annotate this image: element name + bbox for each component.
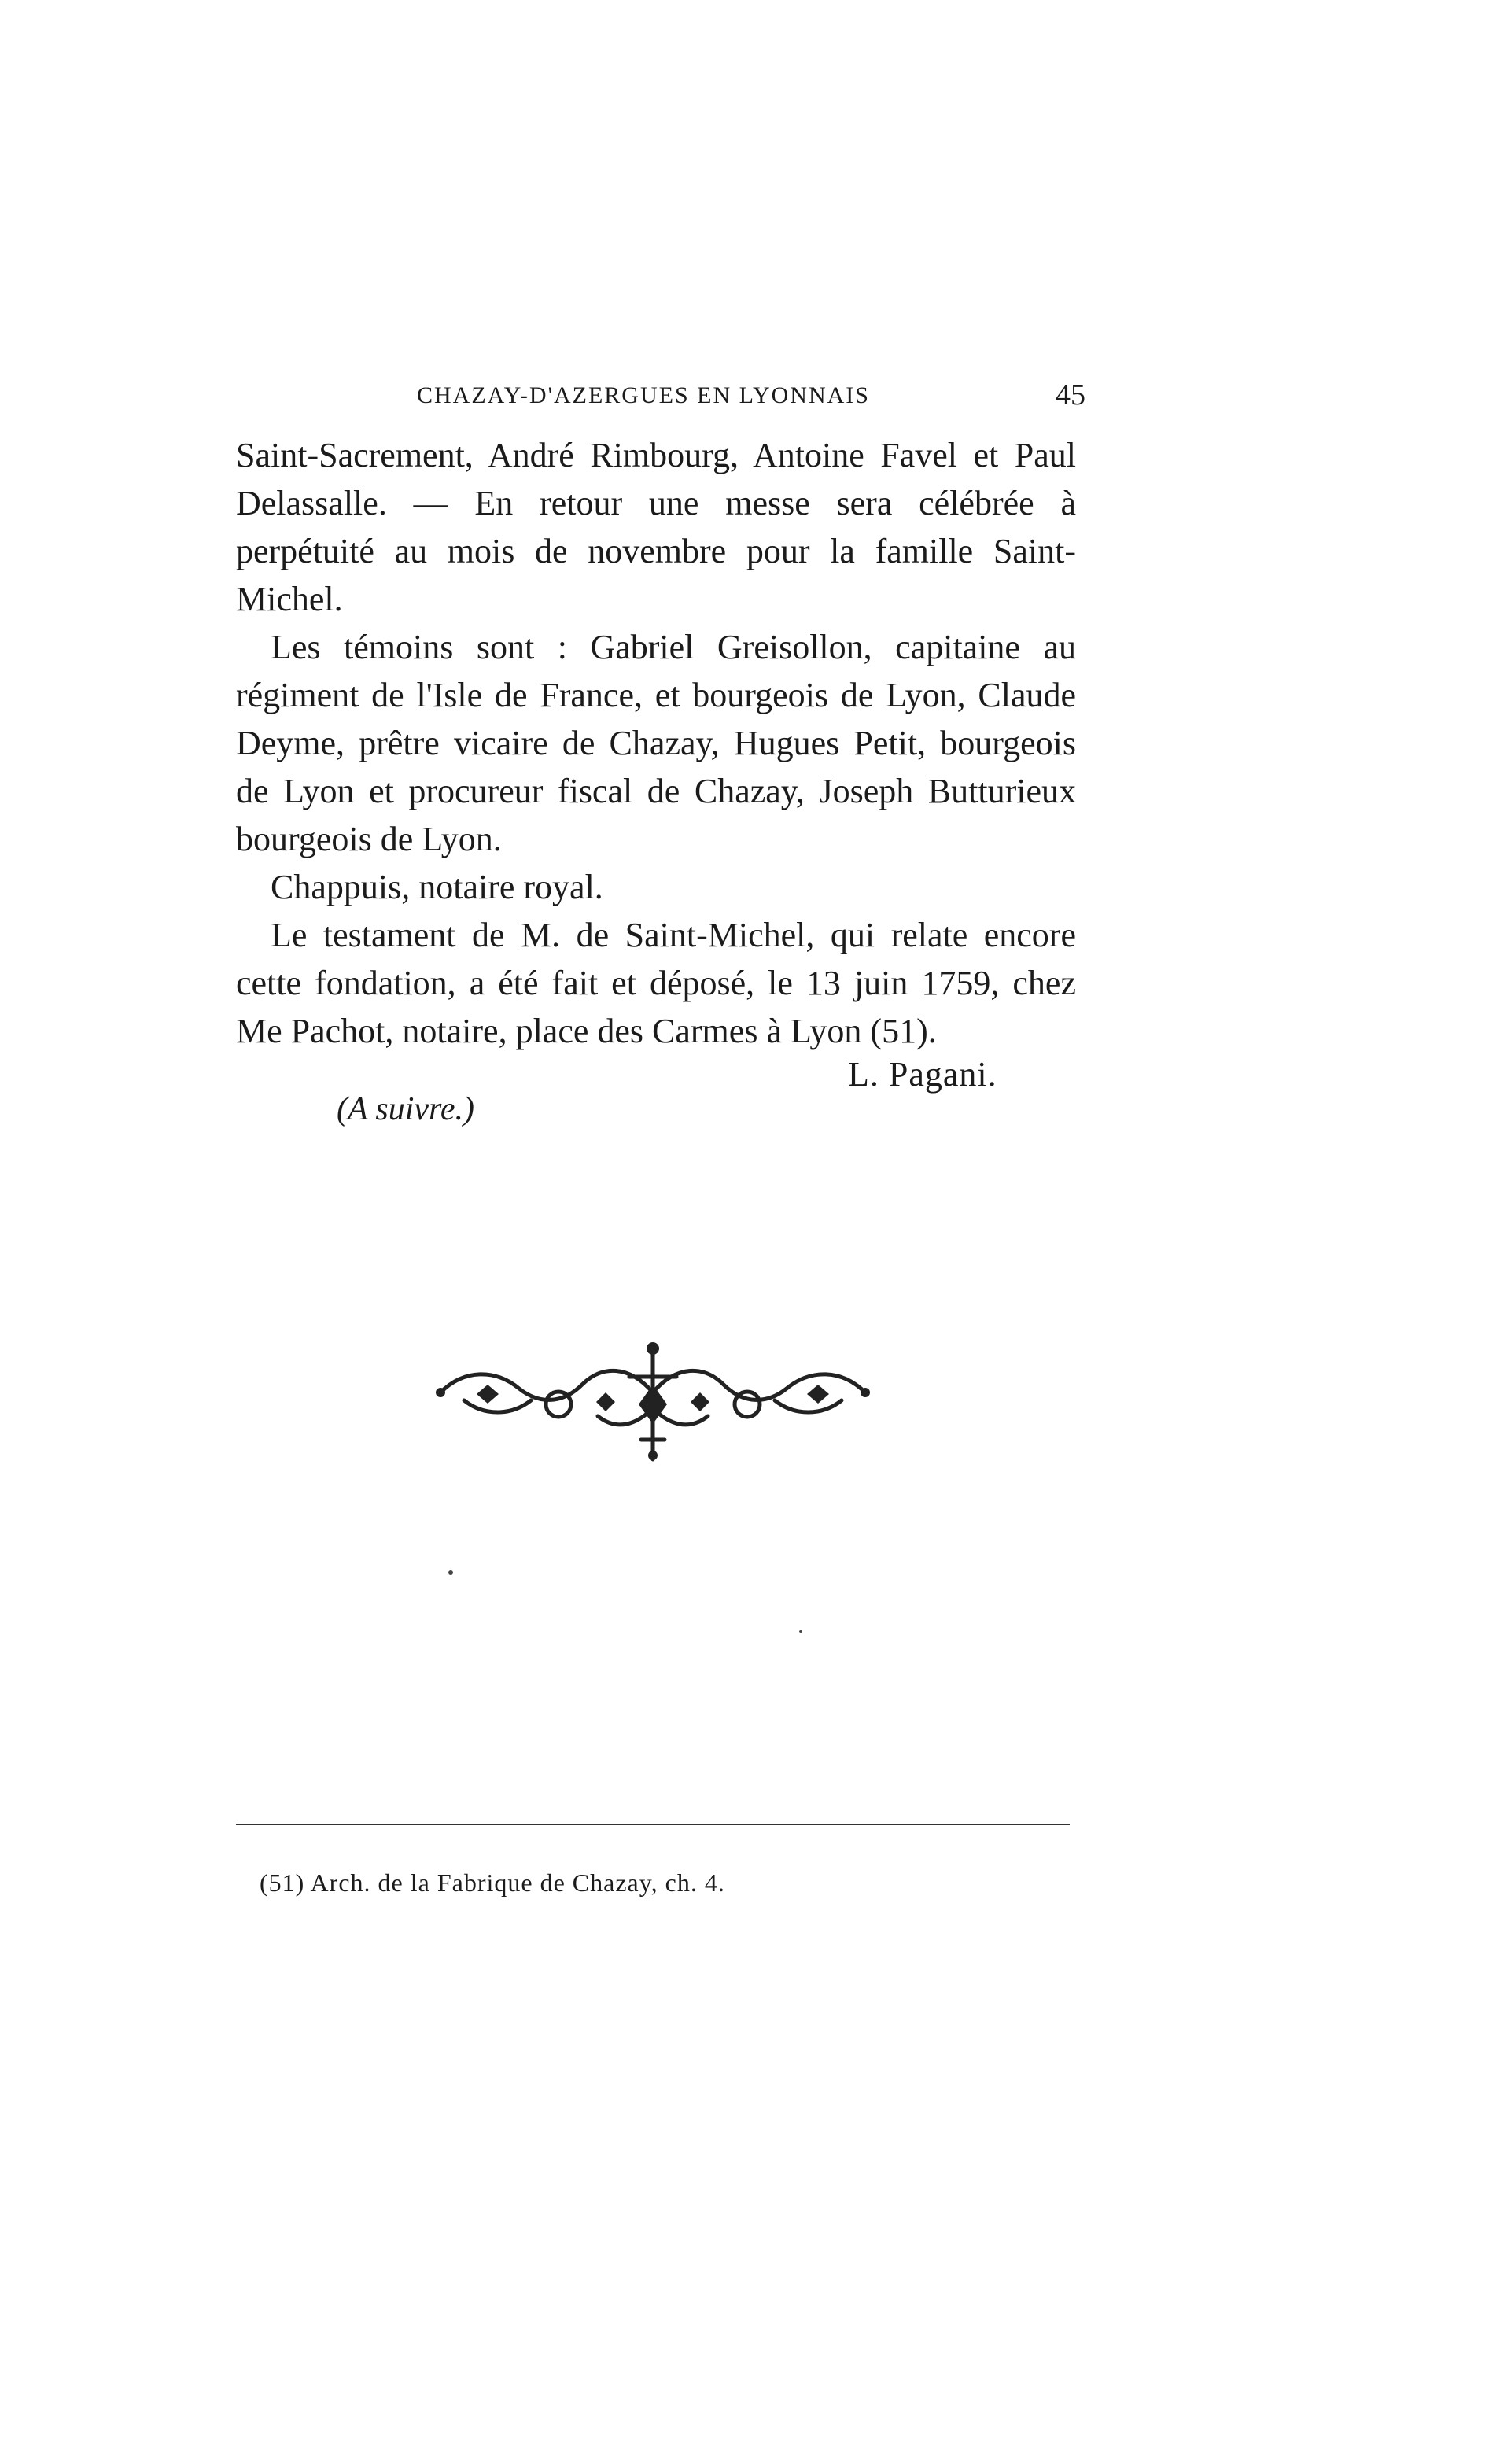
body-text [236,431,1076,1055]
page-number: 45 [1056,378,1085,411]
author-signature: L. Pagani. [848,1055,997,1094]
ink-speck [448,1570,453,1575]
closing [0,1046,1511,1141]
footnote-rule [236,1824,1070,1825]
running-title: CHAZAY-D'AZERGUES EN LYONNAIS [417,382,870,408]
paragraph-continuation: Saint-Sacrement, André Rimbourg, Antoine Favel et Paul Delassalle. — En retour une messe sera célébrée à perpétuité au mois de novembre pour la famille Saint-Michel. [236,436,1076,618]
paragraph-witnesses: Les témoins sont : Gabriel Greisollon, capitaine au régiment de l'Isle de France, et bourgeois de Lyon, Claude Deyme, prêtre vicaire de Chazay, Hugues Petit, bourgeois de Lyon et procureur fiscal de Chazay, Joseph Butturieux bourgeois de Lyon. [236,628,1076,858]
running-head [236,378,1085,425]
paragraph-testament: Le testament de M. de Saint-Michel, qui relate encore cette fondation, a été fait et déposé, le 13 juin 1759, chez Me Pachot, notaire, place des Carmes à Lyon (51). [236,916,1076,1050]
ornament-icon [417,1330,889,1463]
to-be-continued: (A suivre.) [337,1091,474,1127]
ink-speck [799,1630,802,1633]
footnote: (51) Arch. de la Fabrique de Chazay, ch. 4. [260,1868,725,1897]
paragraph-notary: Chappuis, notaire royal. [271,868,603,906]
